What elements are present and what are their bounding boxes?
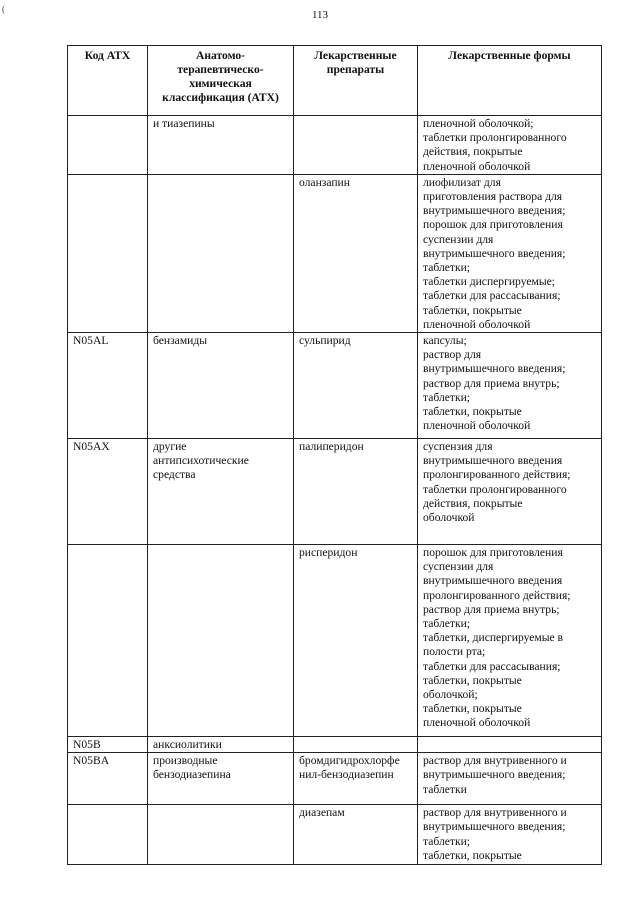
dosage-form-line: таблетки, покрытые (423, 702, 522, 716)
dosage-form-line: оболочкой; (423, 688, 478, 702)
cell-forms (418, 737, 602, 753)
table-row (68, 116, 602, 175)
cell-forms (418, 333, 602, 439)
cell-forms (418, 805, 602, 865)
dosage-form-line: оболочкой (423, 511, 475, 525)
dosage-form-line: таблетки, покрытые (423, 848, 522, 862)
cell-code (68, 545, 148, 737)
dosage-form-line: лиофилизат для (423, 175, 501, 189)
dosage-form-line: порошок для приготовления (423, 218, 563, 232)
dosage-form-line: внутримышечного введения (423, 574, 563, 588)
table-row (68, 439, 602, 545)
atc-table (67, 45, 602, 865)
dosage-form-line: таблетки; (423, 390, 471, 404)
cell-drug: сульпирид (294, 333, 418, 439)
table-row (68, 805, 602, 865)
cell-code: N05AL (68, 333, 148, 439)
dosage-form-line: таблетки диспергируемые; (423, 275, 555, 289)
cell-code (68, 805, 148, 865)
dosage-form-line: раствор для внутривенного и (423, 754, 567, 768)
cell-classification: и тиазепины (148, 116, 294, 175)
dosage-form-line: пленочной оболочкой (423, 159, 531, 173)
cell-drug: рисперидон (294, 545, 418, 737)
dosage-form-line: таблетки для рассасывания; (423, 659, 561, 673)
cell-drug (294, 116, 418, 175)
table-row (68, 737, 602, 753)
table-row (68, 545, 602, 737)
dosage-form-line: таблетки пролонгированного (423, 131, 567, 145)
dosage-form-line: раствор для приема внутрь; (423, 376, 560, 390)
dosage-form-line: пленочной оболочкой; (423, 117, 534, 130)
cell-drug: оланзапин (294, 174, 418, 332)
cell-drug (294, 737, 418, 753)
dosage-form-line: внутримышечного введения; (423, 204, 566, 218)
dosage-form-line: приготовления раствора для (423, 190, 563, 204)
cell-classification (148, 805, 294, 865)
dosage-form-line: таблетки пролонгированного (423, 482, 567, 496)
table-body (68, 116, 602, 865)
margin-mark: ( (2, 4, 5, 14)
dosage-form-line: таблетки, покрытые (423, 673, 522, 687)
cell-forms (418, 439, 602, 545)
cell-classification (148, 545, 294, 737)
cell-classification: другие антипсихотические средства (148, 439, 294, 545)
dosage-form-line: порошок для приготовления (423, 546, 563, 560)
dosage-form-line: таблетки, покрытые (423, 405, 522, 419)
cell-forms (418, 116, 602, 175)
cell-code (68, 174, 148, 332)
dosage-form-line: внутримышечного введения; (423, 768, 566, 782)
dosage-form-line: таблетки; (423, 834, 471, 848)
table-row (68, 753, 602, 805)
dosage-form-line: действия, покрытые (423, 496, 523, 510)
dosage-form-line: раствор для внутривенного и (423, 806, 567, 820)
dosage-form-line: таблетки для рассасывания; (423, 289, 561, 303)
table-row (68, 174, 602, 332)
header-forms: Лекарственные формы (418, 46, 602, 116)
cell-classification: производные бензодиазепина (148, 753, 294, 805)
table-row (68, 333, 602, 439)
cell-classification: анксиолитики (148, 737, 294, 753)
dosage-form-line: капсулы; (423, 334, 467, 348)
header-code: Код АТХ (68, 46, 148, 116)
dosage-form-line: суспензия для (423, 440, 493, 454)
cell-classification: бензамиды (148, 333, 294, 439)
dosage-form-line: таблетки, покрытые (423, 303, 522, 317)
cell-code: N05B (68, 737, 148, 753)
dosage-form-line: суспензии для (423, 560, 494, 574)
dosage-form-line: внутримышечного введения; (423, 246, 566, 260)
cell-forms (418, 174, 602, 332)
cell-code: N05BA (68, 753, 148, 805)
dosage-form-line: суспензии для (423, 232, 494, 246)
dosage-form-line: пролонгированного действия; (423, 468, 571, 482)
cell-drug: палиперидон (294, 439, 418, 545)
cell-code: N05AX (68, 439, 148, 545)
dosage-form-line: внутримышечного введения; (423, 820, 566, 834)
dosage-form-line: пленочной оболочкой (423, 317, 531, 331)
cell-drug: бромдигидрохлорфе нил-бензодиазепин (294, 753, 418, 805)
header-classification: Анатомо- терапевтическо- химическая классификация (АТХ) (148, 46, 294, 116)
header-drugs: Лекарственные препараты (294, 46, 418, 116)
dosage-form-line: внутримышечного введения (423, 454, 563, 468)
dosage-form-line: таблетки; (423, 617, 471, 631)
dosage-form-line: действия, покрытые (423, 145, 523, 159)
dosage-form-line: таблетки (423, 782, 467, 796)
dosage-form-line: пленочной оболочкой (423, 716, 531, 730)
cell-classification (148, 174, 294, 332)
dosage-form-line: таблетки, диспергируемые в (423, 631, 564, 645)
cell-drug: диазепам (294, 805, 418, 865)
dosage-form-line: пролонгированного действия; (423, 588, 571, 602)
table-header-row (68, 46, 602, 116)
dosage-form-line: раствор для приема внутрь; (423, 602, 560, 616)
dosage-form-line: пленочной оболочкой (423, 419, 531, 433)
dosage-form-line: полости рта; (423, 645, 486, 659)
dosage-form-line: раствор для (423, 348, 482, 362)
cell-forms (418, 545, 602, 737)
dosage-form-line: таблетки; (423, 261, 471, 275)
cell-code (68, 116, 148, 175)
page-number: 113 (311, 9, 329, 21)
dosage-form-line: внутримышечного введения; (423, 362, 566, 376)
cell-forms (418, 753, 602, 805)
